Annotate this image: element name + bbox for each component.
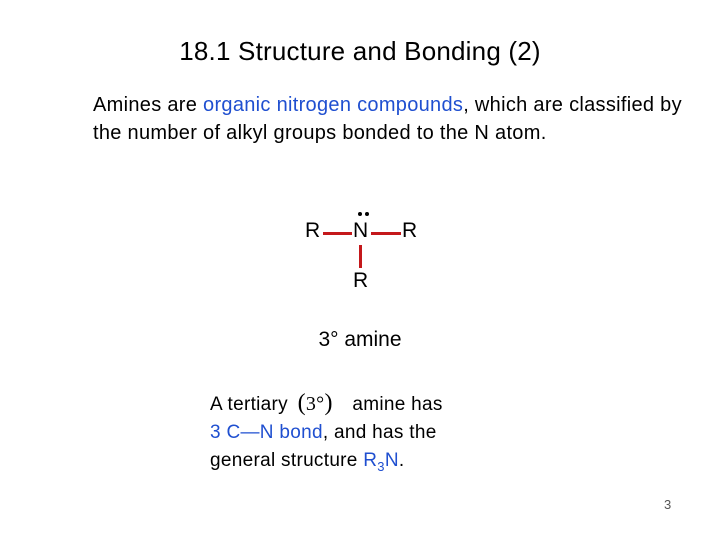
intro-text-start: Amines are <box>93 94 204 116</box>
paren-open: ( <box>297 390 306 416</box>
tertiary-prefix: A tertiary <box>210 394 294 415</box>
tertiary-line-3 <box>210 447 670 476</box>
nitrogen-atom: N <box>353 219 369 242</box>
amine-structure <box>295 205 435 300</box>
formula-subscript: 3 <box>377 459 385 474</box>
tertiary-line-2 <box>210 419 670 447</box>
amine-caption: 3° amine <box>318 328 402 351</box>
bottom-r-atom: R <box>353 269 369 292</box>
tertiary-line-1 <box>210 389 670 419</box>
tertiary-line-2-rest: , and has the <box>322 422 437 443</box>
right-r-atom: R <box>402 219 418 242</box>
intro-highlight: organic nitrogen compounds <box>203 94 464 116</box>
intro-text-end: , which are classified by the number of alkyl groups bonded to the N atom. <box>93 94 682 144</box>
bond-highlight: 3 C—N bond <box>210 422 323 443</box>
formula-n: N <box>384 450 399 471</box>
page-number: 3 <box>664 497 672 512</box>
degree-text: 3° <box>305 393 325 415</box>
paren-close: ) <box>324 390 333 416</box>
left-r-atom: R <box>305 219 321 242</box>
tertiary-period: . <box>398 450 405 471</box>
bottom-bond <box>359 245 362 268</box>
tertiary-suffix: amine has <box>346 394 443 415</box>
left-bond <box>323 232 352 235</box>
general-formula <box>363 450 399 474</box>
tertiary-line-3-prefix: general structure <box>210 450 364 471</box>
formula-r: R <box>363 450 378 471</box>
slide-title: 18.1 Structure and Bonding (2) <box>179 36 541 66</box>
degree-expression <box>298 389 333 418</box>
intro-paragraph <box>93 91 693 147</box>
tertiary-description <box>210 389 670 476</box>
right-bond <box>371 232 401 235</box>
